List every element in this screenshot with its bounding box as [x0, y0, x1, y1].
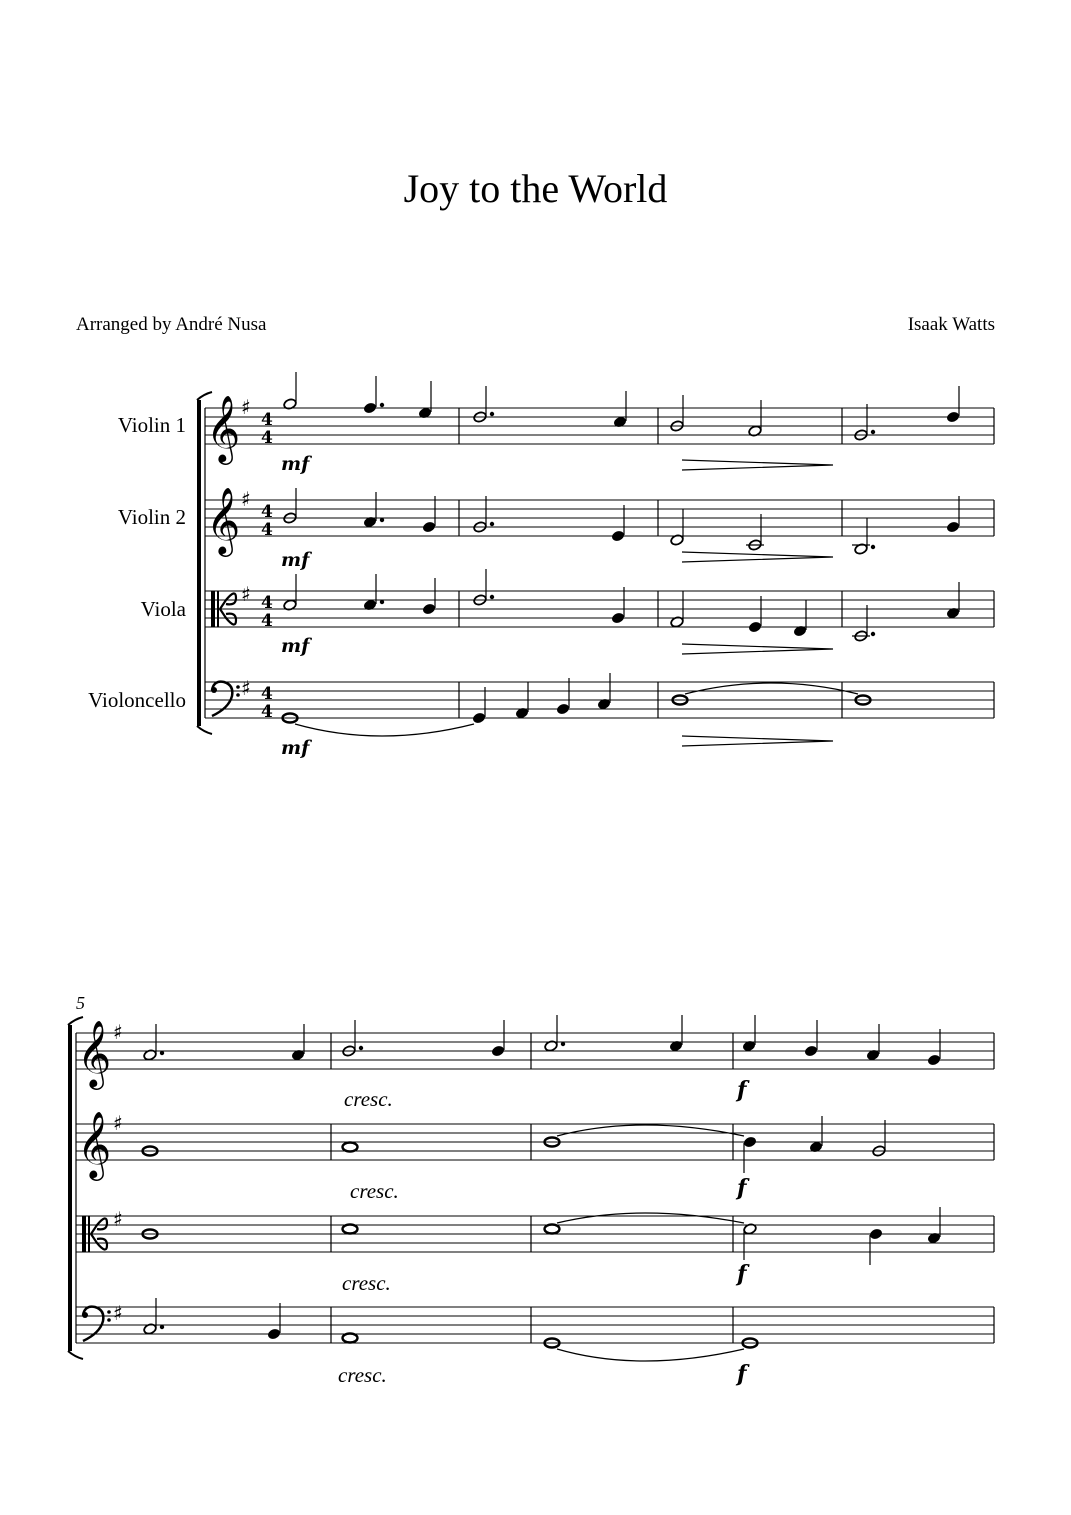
arranger-credit: Arranged by André Nusa: [76, 314, 267, 335]
composer-credit: Isaak Watts: [907, 314, 995, 335]
svg-text:𝄞: 𝄞: [77, 1019, 112, 1087]
instrument-label-viola: Viola: [140, 597, 186, 621]
sharp-icon: [241, 395, 251, 700]
barlines-system-1: [205, 408, 994, 718]
dynamic-f: f: [737, 1175, 747, 1201]
instrument-label-violin-2: Violin 2: [117, 505, 186, 529]
decrescendo-hairpin: [682, 460, 833, 746]
svg-text:♯: ♯: [241, 582, 251, 606]
svg-text:♯: ♯: [113, 1301, 123, 1325]
time-sig-numerator: 4: [261, 410, 273, 430]
time-sig-denominator: 4: [261, 702, 273, 722]
treble-clef-icon: [206, 394, 240, 557]
staff-violin-1: [205, 408, 994, 444]
score-title: Joy to the World: [403, 166, 668, 211]
svg-text:𝄞: 𝄞: [77, 1110, 112, 1178]
cresc-marking: cresc.: [350, 1179, 399, 1203]
measure-number: 5: [76, 993, 85, 1013]
svg-text:𝄞: 𝄞: [206, 394, 241, 462]
cresc-marking: cresc.: [342, 1271, 391, 1295]
bass-clef-icon: [211, 682, 240, 716]
svg-text:𝄞: 𝄞: [206, 486, 241, 554]
instrument-label-violoncello: Violoncello: [88, 688, 186, 712]
dynamic-f: f: [737, 1077, 747, 1103]
staff-violin-2: [76, 1124, 994, 1160]
dynamic-mf: mf: [281, 453, 310, 475]
staff-violin-1: [76, 1033, 994, 1069]
cresc-marking: cresc.: [338, 1363, 387, 1387]
dynamic-f: f: [737, 1261, 747, 1287]
notes-system-2: [143, 1015, 941, 1361]
svg-text:♯: ♯: [113, 1207, 123, 1231]
instrument-label-violin-1: Violin 1: [117, 413, 186, 437]
cresc-marking: cresc.: [344, 1087, 393, 1111]
sharp-icon: [113, 1020, 123, 1325]
staff-violoncello: [205, 682, 994, 718]
dynamic-mf: mf: [281, 737, 310, 759]
svg-text:♯: ♯: [241, 676, 251, 700]
time-signature: [261, 410, 273, 722]
time-sig-numerator: 4: [261, 502, 273, 522]
svg-text:♯: ♯: [113, 1020, 123, 1044]
time-sig-denominator: 4: [261, 520, 273, 540]
time-sig-numerator: 4: [261, 593, 273, 613]
time-sig-denominator: 4: [261, 428, 273, 448]
time-sig-numerator: 4: [261, 684, 273, 704]
barlines-system-2: [76, 1033, 994, 1343]
staff-viola: [205, 591, 994, 627]
time-sig-denominator: 4: [261, 611, 273, 631]
svg-text:♯: ♯: [113, 1111, 123, 1135]
svg-text:♯: ♯: [241, 487, 251, 511]
treble-clef-icon: [77, 1019, 111, 1181]
bass-clef-icon: [82, 1307, 111, 1341]
notes-system-1: [283, 372, 960, 746]
staff-violin-2: [205, 500, 994, 536]
staff-viola: [76, 1216, 994, 1252]
staff-violoncello: [76, 1307, 994, 1343]
dynamic-mf: mf: [281, 549, 310, 571]
svg-text:♯: ♯: [241, 395, 251, 419]
dynamic-mf: mf: [281, 635, 310, 657]
dynamic-f: f: [737, 1361, 747, 1387]
